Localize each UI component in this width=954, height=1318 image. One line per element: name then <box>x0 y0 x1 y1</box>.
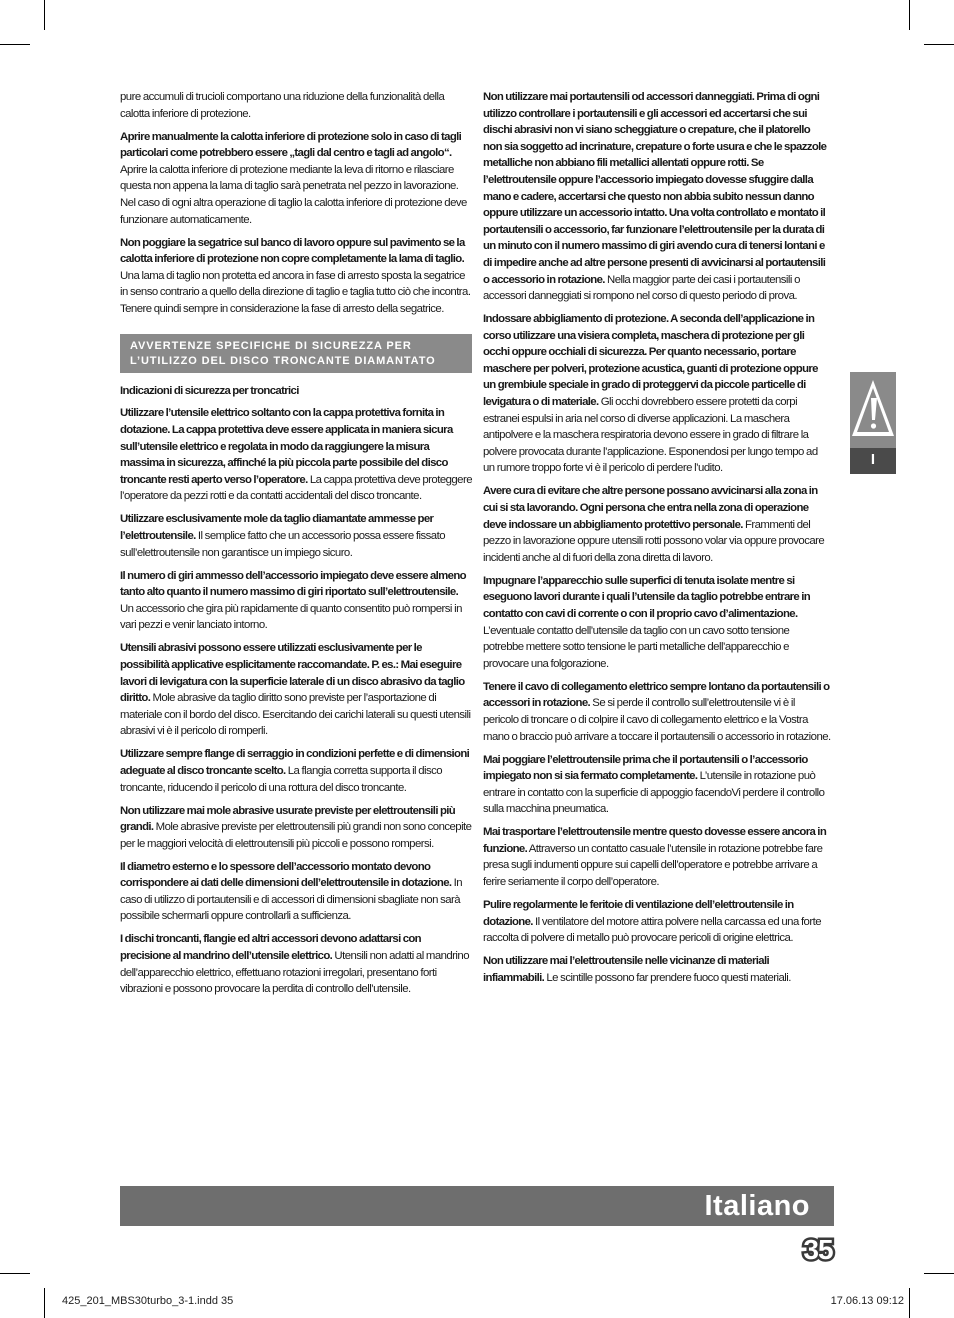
paragraph <box>120 511 472 561</box>
paragraph-text: Il ventilatore del motore attira polvere nella carcassa ed una forte raccolta di polvere di metallo può provocare pericoli di origine elettrica. <box>483 915 821 945</box>
paragraph-text: Se si perde il controllo sull’elettroutensile vi è il pericolo di troncare o di colpire il cavo di collegamento elettrico e la Vostra mano o braccio può arrivare a toccare il portautensili o accessorio in rotazione. <box>483 697 831 743</box>
paragraph-bold-lead: Impugnare l’apparecchio sulle superfici di tenuta isolate mentre si eseguono lavori durante i quali l’utensile da taglio potrebbe entrare in contatto con cavi di corrente o con il proprio cavo d’alimentazione. <box>483 574 811 620</box>
warning-triangle-icon <box>850 372 896 448</box>
paragraph-text: Mole abrasive previste per elettroutensili più grandi non sono concepite per le maggiori velocità di elettroutensili più piccoli e possono rompersi. <box>120 821 472 850</box>
paragraph <box>120 383 472 400</box>
paragraph <box>120 859 472 925</box>
paragraph-text: La flangia corretta supporta il disco troncante, riducendo il pericolo di una rottura del disco troncante. <box>120 764 443 794</box>
paragraph-text: Una lama di taglio non protetta ed ancora in fase di arresto sposta la segatrice in senso contrario a quello della direzione di taglio e taglia tutto ciò che incontra. Tenere quindi sempre in considerazione la fase di arresto della segatrice. <box>120 269 471 315</box>
paragraph-text: Aprire la calotta inferiore di protezione mediante la leva di ritorno e rilasciare questa non appena la lama di taglio sarà penetrata nel pezzo in lavorazione. Nel caso di ogni altra operazione di taglio la calotta inferiore di protezione deve funzionare automaticamente. <box>120 163 467 226</box>
paragraph-text: Mole abrasive da taglio diritto sono previste per l’asportazione di materiale con il bordo del disco. Esercitando dei carichi laterali su questi utensili abrasivi vi è il pericolo di romperli. <box>120 692 471 738</box>
paragraph-bold-lead: Non utilizzare mai portautensili od accessori danneggiati. Prima di ogni utilizzo controllare i portautensili e gli accessori ed accertarsi che sui dischi abrasivi non vi siano scheggiature o crepature, che il platorello non sia soggetto ad incrinature, crepature o forte usura e che le spazzole metalliche non abbiano fili metallici allentati oppure rotti. Se l’elettroutensile oppure l’accessorio impiegato dovesse sfuggire dalla mano e cadere, accertarsi che questo non abbia subito nessun danno oppure utilizzare un accessorio intatto. Una volta controllato e montato il portautensili o accessorio, far funzionare l’elettroutensile per la durata di un minuto con il numero massimo di giri avendo cura di tenersi lontani e di impedire anche ad altre persone presenti di avvicinarsi al portautensili o accessorio in rotazione. <box>483 91 827 286</box>
paragraph <box>483 752 831 818</box>
paragraph <box>483 573 831 673</box>
paragraph-text: L’utensile in rotazione può entrare in contatto con la superficie di appoggio facendoVi perdere il controllo sulla macchina pneumatica. <box>483 770 825 816</box>
paragraph-text: Utensili non adatti al mandrino dell’apparecchio elettrico, effettuano rotazioni irregolari, presentano forti vibrazioni e possono provocare la perdita di controllo dell’utensile. <box>120 950 469 996</box>
paragraph-text: pure accumuli di trucioli comportano una riduzione della funzionalità della calotta inferiore di protezione. <box>120 91 445 120</box>
paragraph-bold-lead: Utensili abrasivi possono essere utilizzati esclusivamente per le possibilità applicative esplicitamente raccomandate. P. es.: Mai eseguire lavori di levigatura con la superficie laterale di un disco abrasivo da taglio diritto. <box>120 642 465 705</box>
section-heading: AVVERTENZE SPECIFICHE DI SICUREZZA PER L’UTILIZZO DEL DISCO TRONCANTE DIAMANTATO <box>120 334 472 373</box>
footer-date: 17.06.13 09:12 <box>830 1295 904 1307</box>
paragraph-text: Le scintille possono far prendere fuoco questi materiali. <box>544 971 791 984</box>
paragraph <box>120 803 472 853</box>
paragraph <box>120 405 472 505</box>
paragraph-text: Gli occhi dovrebbero essere protetti da corpi estranei espulsi in aria nel corso di diverse applicazioni. La maschera antipolvere e la maschera respiratoria devono essere in grado di filtrare la polvere provocata durante l’applicazione. Esponendosi per lungo tempo ad un rumore troppo forte vi è il pericolo di perdere l’udito. <box>483 396 818 475</box>
paragraph-text: Frammenti del pezzo in lavorazione oppure utensili rotti possono volar via oppure provocare incidenti anche al di fuori della zona diretta di lavoro. <box>483 518 825 564</box>
paragraph <box>483 953 831 986</box>
language-letter: I <box>870 451 876 468</box>
paragraph-bold-lead: I dischi troncanti, flangie ed altri accessori devono adattarsi con precisione al mandrino dell’utensile elettrico. <box>120 933 421 963</box>
paragraph-bold-lead: Mai trasportare l’elettroutensile mentre questo dovesse essere ancora in funzione. <box>483 826 827 855</box>
left-column <box>120 89 472 1004</box>
right-column <box>483 89 831 993</box>
crop-mark <box>909 1288 910 1318</box>
paragraph-bold-lead: Il diametro esterno e lo spessore dell’accessorio montato devono corrispondere ai dati delle dimensioni dell’elettroutensile in dotazione. <box>120 860 452 890</box>
paragraph <box>120 235 472 318</box>
paragraph <box>120 640 472 740</box>
paragraph-text: Nella maggior parte dei casi i portautensili o accessori danneggiati si rompono nel corso di questo periodo di prova. <box>483 273 800 303</box>
paragraph <box>120 89 472 122</box>
paragraph <box>120 568 472 634</box>
paragraph <box>483 897 831 947</box>
crop-mark <box>924 1273 954 1274</box>
paragraph-text: La cappa protettiva deve proteggere l’operatore da pezzi rotti e da contatti accidentali del disco troncante. <box>120 473 472 503</box>
crop-mark <box>909 0 910 30</box>
paragraph-bold-lead: Utilizzare esclusivamente mole da taglio diamantate ammesse per l’elettroutensile. <box>120 513 434 543</box>
page-number <box>796 1232 840 1266</box>
footer-file: 425_201_MBS30turbo_3-1.indd 35 <box>62 1295 234 1307</box>
paragraph-bold-lead: Indossare abbigliamento di protezione. A seconda dell’applicazione in corso utilizzare una visiera completa, maschera di protezione per gli occhi oppure occhiali di sicurezza. Per quanto necessario, portare maschere per polveri, protezione acustica, guanti di protezione oppure un grembiule speciale in grado di proteggervi da piccole particelle di levigatura o di materiale. <box>483 313 818 409</box>
paragraph <box>483 483 831 566</box>
language-label: Italiano <box>704 1190 810 1222</box>
paragraph-text: Il semplice fatto che un accessorio possa essere fissato sull’elettroutensile non garantisce un impiego sicuro. <box>120 530 445 559</box>
paragraph <box>120 746 472 796</box>
paragraph-bold-lead: Non utilizzare mai l’elettroutensile nelle vicinanze di materiali infiammabili. <box>483 955 770 984</box>
paragraph-bold-lead: Non poggiare la segatrice sul banco di lavoro oppure sul pavimento se la calotta inferiore di protezione non copre completamente la lama di taglio. <box>120 236 465 266</box>
language-side-tab <box>850 372 896 474</box>
paragraph <box>120 129 472 229</box>
paragraph <box>483 311 831 477</box>
paragraph-text: Attraverso un contatto casuale l’utensile in rotazione potrebbe fare presa sugli indumenti oppure sui capelli dell’operatore e potrebbe arrivare a ferire seriamente il corpo dell’operatore. <box>483 842 823 889</box>
paragraph <box>120 931 472 997</box>
paragraph <box>483 679 831 745</box>
crop-mark <box>924 44 954 45</box>
paragraph-bold-lead: Utilizzare l’utensile elettrico soltanto con la cappa protettiva fornita in dotazione. La cappa protettiva deve essere applicata in maniera sicura sull’utensile elettrico e regolata in modo da raggiungere la misura massima in sicurezza, affinché la più piccola parte possibile del disco troncante resti aperto verso l’operatore. <box>120 407 453 486</box>
paragraph-bold-lead: Aprire manualmente la calotta inferiore di protezione solo in caso di tagli particolari come potrebbero essere „tagli dal centro e tagli ad angolo“. <box>120 130 462 160</box>
paragraph-bold-lead: Indicazioni di sicurezza per troncatrici <box>120 384 299 397</box>
paragraph-text: Un accessorio che gira più rapidamente di quanto consentito può rompersi in vari pezzi e venir lanciato intorno. <box>120 602 462 632</box>
paragraph <box>483 89 831 305</box>
paragraph-bold-lead: Avere cura di evitare che altre persone possano avvicinarsi alla zona in cui si sta lavorando. Ogni persona che entra nella zona di operazione deve indossare un abbigliamento protettivo personale. <box>483 485 818 531</box>
paragraph-bold-lead: Utilizzare sempre flange di serraggio in condizioni perfette e di dimensioni adeguate al disco troncante scelto. <box>120 748 470 777</box>
paragraph-bold-lead: Non utilizzare mai mole abrasive usurate previste per elettroutensili più grandi. <box>120 804 456 834</box>
paragraph-bold-lead: Il numero di giri ammesso dell’accessorio impiegato deve essere almeno tanto alto quanto il numero massimo di giri riportato sull’elettroutensile. <box>120 569 466 599</box>
paragraph-text: L’eventuale contatto dell’utensile da taglio con un cavo sotto tensione potrebbe mettere sotto tensione le parti metalliche dell’apparecchio e provocare una folgorazione. <box>483 624 790 670</box>
paragraph-bold-lead: Pulire regolarmente le feritoie di ventilazione dell’elettroutensile in dotazione. <box>483 899 794 928</box>
paragraph-bold-lead: Tenere il cavo di collegamento elettrico sempre lontano da portautensili o accessori in rotazione. <box>483 680 830 710</box>
crop-mark <box>0 44 30 45</box>
crop-mark <box>0 1273 30 1274</box>
paragraph-text: In caso di utilizzo di portautensili e di accessori di dimensioni sbagliate non sarà possibile schermarli oppure controllarli a sufficienza. <box>120 877 463 923</box>
paragraph-bold-lead: Mai poggiare l’elettroutensile prima che il portautensili o l’accessorio impiegato non si sia fermato completamente. <box>483 753 808 783</box>
paragraph <box>483 824 831 890</box>
language-bar <box>120 1186 834 1226</box>
crop-mark <box>44 1288 45 1318</box>
svg-text:35: 35 <box>803 1234 833 1265</box>
crop-mark <box>44 0 45 30</box>
